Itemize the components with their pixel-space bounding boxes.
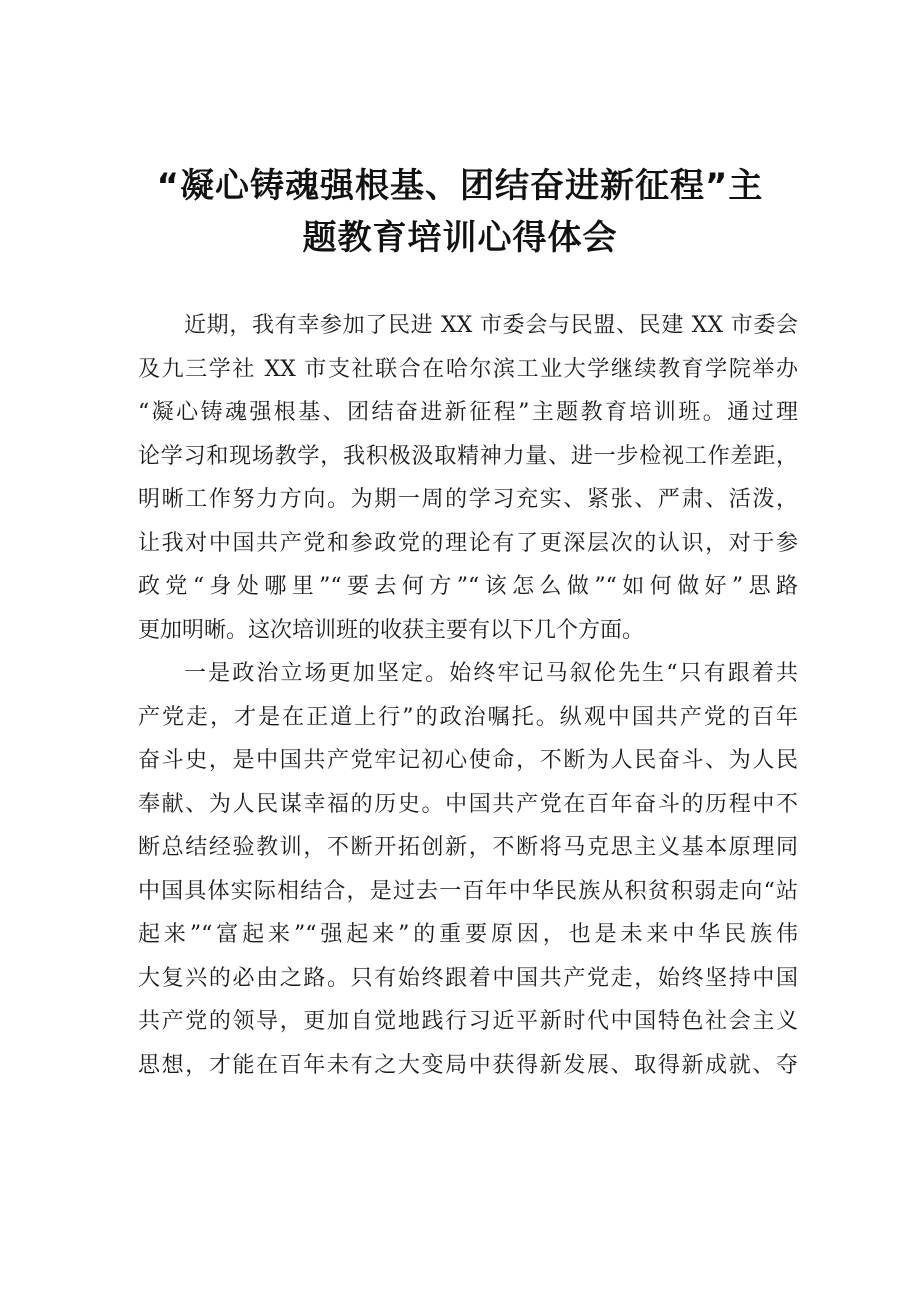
title-line: “凝心铸魂强根基、团结奋进新征程”主 [156, 166, 764, 206]
paragraph-line: 近期，我有幸参加了民进 XX 市委会与民盟、民建 XX 市委会 [184, 313, 798, 338]
paragraph-line: 更加明晰。这次培训班的收获主要有以下几个方面。 [138, 617, 645, 643]
paragraph-line: 起来”“富起来”“强起来”的重要原因，也是未来中华民族伟 [138, 922, 798, 947]
paragraph-line: 共产党的领导，更加自觉地践行习近平新时代中国特色社会主义 [138, 1009, 798, 1034]
paragraph [138, 304, 798, 652]
paragraph-line: 论学习和现场教学，我积极汲取精神力量、进一步检视工作差距， [138, 443, 798, 469]
paragraph-line: 产党走，才是在正道上行”的政治嘱托。纵观中国共产党的百年 [138, 704, 798, 730]
paragraph-line: 奋斗史，是中国共产党牢记初心使命，不断为人民奋斗、为人民 [138, 748, 798, 773]
paragraph-line: “凝心铸魂强根基、团结奋进新征程”主题教育培训班。通过理 [138, 400, 798, 425]
paragraph-line: 中国具体实际相结合，是过去一百年中华民族从积贫积弱走向“站 [138, 878, 798, 904]
paragraph [138, 652, 798, 1087]
paragraph-line: 奉献、为人民谋幸福的历史。中国共产党在百年奋斗的历程中不 [138, 791, 798, 817]
paragraph-line: 明晰工作努力方向。为期一周的学习充实、紧张、严肃、活泼， [138, 487, 798, 512]
paragraph-line: 思想，才能在百年未有之大变局中获得新发展、取得新成就、夺 [138, 1052, 798, 1078]
paragraph-line: 及九三学社 XX 市支社联合在哈尔滨工业大学继续教育学院举办 [138, 356, 798, 382]
document-title [120, 160, 800, 264]
paragraph-line: 政党“身处哪里”“要去何方”“该怎么做”“如何做好”思路 [138, 574, 798, 599]
paragraph-line: 断总结经验教训，不断开拓创新，不断将马克思主义基本原理同 [138, 835, 798, 860]
title-line: 题教育培训心得体会 [302, 218, 618, 258]
paragraph-line: 大复兴的必由之路。只有始终跟着中国共产党走，始终坚持中国 [138, 965, 798, 991]
paragraph-line: 一是政治立场更加坚定。始终牢记马叙伦先生“只有跟着共 [184, 661, 798, 686]
paragraph-line: 让我对中国共产党和参政党的理论有了更深层次的认识，对于参 [138, 530, 798, 556]
document-body [138, 304, 798, 1087]
